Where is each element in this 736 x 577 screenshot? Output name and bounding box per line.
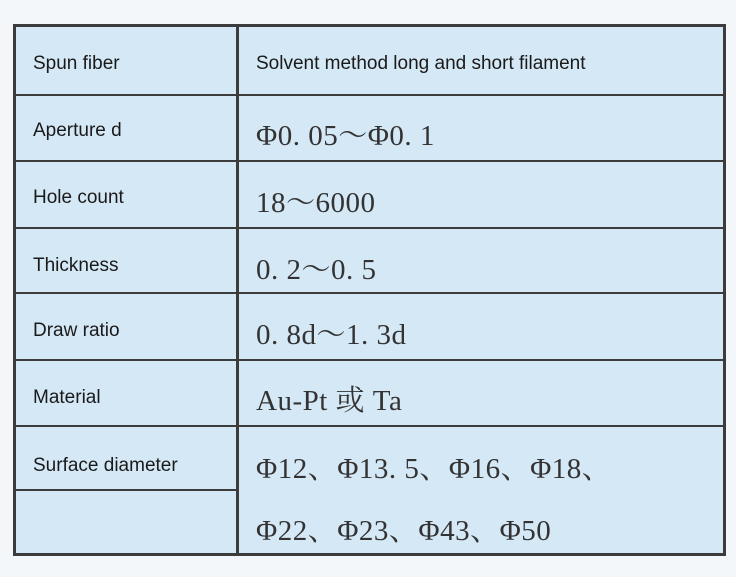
row-label: Draw ratio (33, 320, 120, 341)
table-row (16, 27, 723, 96)
row-value: Au-Pt 或 Ta (256, 385, 403, 417)
row-label: Hole count (33, 187, 124, 208)
table-row (16, 361, 723, 427)
row-label: Thickness (33, 255, 119, 276)
table-row (16, 229, 723, 294)
row-value: 0. 8d～1. 3d (256, 319, 407, 351)
row-label: Aperture d (33, 120, 122, 141)
row-label: Surface diameter (33, 455, 178, 476)
row-value-line2: Φ22、Φ23、Φ43、Φ50 (256, 515, 552, 547)
divider (16, 489, 236, 491)
row-value: Solvent method long and short filament (256, 53, 586, 74)
table-row (16, 427, 723, 553)
row-label: Material (33, 387, 101, 408)
row-label: Spun fiber (33, 53, 120, 74)
table-row (16, 162, 723, 229)
row-value: Φ0. 05～Φ0. 1 (256, 120, 435, 152)
table-row (16, 294, 723, 361)
table-row (16, 96, 723, 162)
column-divider (236, 27, 239, 553)
spec-table (13, 24, 726, 556)
row-value: 0. 2～0. 5 (256, 254, 377, 286)
row-value-line1: Φ12、Φ13. 5、Φ16、Φ18、 (256, 453, 612, 485)
row-value: 18～6000 (256, 187, 376, 219)
